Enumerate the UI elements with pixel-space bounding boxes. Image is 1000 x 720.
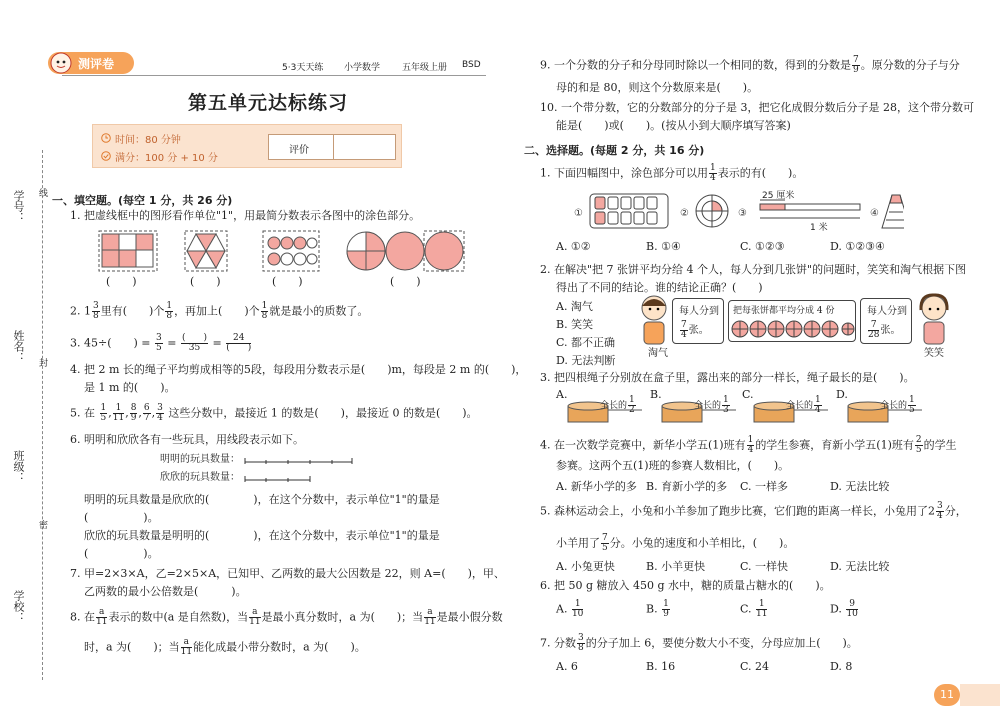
fraction-3-4: $\frac{3}{4}$ xyxy=(937,501,943,521)
c3-label-d xyxy=(880,396,917,415)
fraction-7-28: $\frac{7}{28}$ xyxy=(868,320,880,340)
q2-part-d: 就是最小的质数了。 xyxy=(269,304,369,318)
svg-text:②: ② xyxy=(680,208,689,219)
class-label: 班级： xyxy=(12,450,25,483)
c7-text xyxy=(540,634,858,653)
header-rule xyxy=(62,75,486,76)
svg-text:④: ④ xyxy=(870,208,879,219)
c3-label-c xyxy=(786,396,823,415)
c3-label-b xyxy=(694,396,731,415)
c1-option-b[interactable]: B. ①④ xyxy=(646,240,681,253)
c1-part-b: 表示的有( )。 xyxy=(717,166,804,180)
c1-option-c[interactable]: C. ①②③ xyxy=(740,240,785,253)
q9-part-b: 。原分数的分子与分 xyxy=(860,58,960,72)
xiaoxiao-speech-bubble xyxy=(860,298,912,344)
taoqi-name: 淘气 xyxy=(648,348,668,359)
student-number-label: 学号： xyxy=(12,190,25,223)
header-edition: BSD xyxy=(462,60,481,70)
c2-line2: 得出了不同的结论。谁的结论正确？( ) xyxy=(556,281,763,294)
taoqi-speech-bubble xyxy=(672,298,724,344)
xiaoxiao-character-icon xyxy=(914,292,954,352)
q3-part-c: = xyxy=(212,336,222,350)
q6-ming-label: 明明的玩具数量： xyxy=(160,454,240,465)
c1-bar-top-label: 25 厘米 xyxy=(762,191,795,201)
q8-part-c: 是最小真分数时，a 为( )；当 xyxy=(261,610,424,624)
c3-rope-text: 全长的 xyxy=(600,401,628,411)
section1-heading: 一、填空题。(每空 1 分，共 26 分) xyxy=(52,194,233,207)
binding-line-mark: 线 xyxy=(37,188,47,197)
fraction-a-11: $\frac{a}{11}$ xyxy=(180,637,193,657)
fraction-1-8: $\frac{1}{8}$ xyxy=(261,301,268,321)
evaluation-divider xyxy=(333,135,334,159)
fraction-a-11: $\frac{a}{11}$ xyxy=(249,607,261,627)
q1-text: 1. 把虚线框中的图形看作单位"1"，用最简分数表示各图中的涂色部分。 xyxy=(70,209,421,222)
c1-option-a[interactable]: A. ①② xyxy=(556,240,591,253)
c5-line1 xyxy=(540,502,967,521)
fraction-2-5: $\frac{2}{5}$ xyxy=(915,435,922,455)
c2-option-d[interactable]: D. 无法判断 xyxy=(556,354,616,367)
fraction-1-10: $\frac{1}{10}$ xyxy=(571,599,584,619)
q1-figure-circles xyxy=(262,230,320,272)
q2-part-c: ，再加上( )个 xyxy=(174,304,260,318)
c3-option-a[interactable]: A. xyxy=(556,388,568,401)
c5-option-d[interactable]: D. 无法比较 xyxy=(830,560,890,573)
q1-answer-3[interactable]: ( ) xyxy=(272,275,303,288)
taoqi-speech-unit: 张。 xyxy=(688,325,709,336)
fraction-1-4: $\frac{1}{4}$ xyxy=(710,163,716,183)
c4-part-c: 的学生 xyxy=(923,438,957,452)
c1-bar-bottom-label: 1 米 xyxy=(810,223,828,233)
c4-line1 xyxy=(540,436,957,455)
c6-option-c[interactable] xyxy=(740,600,768,619)
c6-text: 6. 把 50 g 糖放入 450 g 水中，糖的质量占糖水的( )。 xyxy=(540,579,831,592)
c5-part-b: 分， xyxy=(944,504,967,518)
q1-figure-rectangle xyxy=(98,230,158,272)
q9-line2: 母的和是 80，则这个分数原来是( )。 xyxy=(556,81,759,94)
c4-option-d[interactable]: D. 无法比较 xyxy=(830,480,890,493)
fraction-a-11: $\frac{a}{11}$ xyxy=(96,607,108,627)
q7-line2: 乙两数的最小公倍数是( )。 xyxy=(84,585,247,598)
q6-xin-label: 欣欣的玩具数量： xyxy=(160,472,240,483)
q4-line1: 4. 把 2 m 长的绳子平均剪成相等的5段，每段用分数表示是( )m，每段是 2 m 的( )， xyxy=(70,363,527,376)
section2-heading: 二、选择题。(每题 2 分，共 16 分) xyxy=(524,144,705,157)
fraction-1-5: $\frac{1}{5}$ xyxy=(100,403,107,423)
c4-option-b[interactable]: B. 育新小学的多 xyxy=(646,480,728,493)
q9-part-a: 9. 一个分数的分子和分母同时除以一个相同的数，得到的分数是 xyxy=(540,58,851,72)
fraction-1-11: $\frac{1}{11}$ xyxy=(112,403,125,423)
fraction-7-4: $\frac{7}{4}$ xyxy=(681,320,687,340)
binding-seal-mark: 封 xyxy=(37,358,47,367)
q9-line1 xyxy=(540,56,960,75)
fraction-a-11: $\frac{a}{11}$ xyxy=(424,607,436,627)
q1-figure-pies xyxy=(346,230,466,272)
c6-option-a[interactable] xyxy=(556,600,584,619)
c7-option-d[interactable]: D. 8 xyxy=(830,660,853,673)
evaluation-label: 评价 xyxy=(289,145,309,156)
q6-xin-segment xyxy=(244,474,354,484)
q8-line1 xyxy=(70,608,503,627)
fraction-7-5: $\frac{7}{5}$ xyxy=(602,533,608,553)
xiaoxiao-speech-line2 xyxy=(867,321,900,340)
school-label: 学校： xyxy=(12,590,25,623)
fraction-3-4: $\frac{3}{4}$ xyxy=(157,403,163,423)
fraction-8-9: $\frac{8}{9}$ xyxy=(130,403,137,423)
q8-part-b: 表示的数中(a 是自然数)，当 xyxy=(108,610,249,624)
fraction-6-7: $\frac{6}{7}$ xyxy=(143,403,150,423)
binding-dashed-line xyxy=(42,150,43,680)
q8-part-f: 能化成最小带分数时，a 为( )。 xyxy=(193,640,366,654)
page-number: 11 xyxy=(934,684,960,706)
c4-line2: 参赛。这两个五(1)班的参赛人数相比，( )。 xyxy=(556,459,790,472)
q6-text: 6. 明明和欣欣各有一些玩具，用线段表示如下。 xyxy=(70,433,304,446)
c6-option-d-letter: D. xyxy=(830,602,842,616)
q5-text: 5. 在 $\frac{1}{5}$ , $\frac{1}{11}$ , $\frac{8}{9}$ , $\frac{6}{7}$ , $\frac{3}{4}$ 这些分数中，最接近 1 的数是( )，最接近 0 的数是( )。 xyxy=(70,403,478,423)
fraction-7-9: $\frac{7}{9}$ xyxy=(853,55,859,75)
c3-rope-text: 全长的 xyxy=(880,401,908,411)
c2-option-c[interactable]: C. 都不正确 xyxy=(556,336,616,349)
c7-option-b[interactable]: B. 16 xyxy=(646,660,676,673)
q10-line1: 10. 一个带分数，它的分数部分的分子是 3，把它化成假分数后分子是 28，这个带分数可 xyxy=(540,101,974,114)
taoqi-speech-line1: 每人分到 xyxy=(679,306,719,317)
q1-answer-1[interactable]: ( ) xyxy=(106,275,137,288)
c5-line2 xyxy=(556,534,794,553)
xiaoxiao-name: 笑笑 xyxy=(924,348,944,359)
q8-part-a: 8. 在 xyxy=(70,610,95,624)
fraction-1-4: $\frac{1}{4}$ xyxy=(747,435,754,455)
q5-part-a: 5. 在 xyxy=(70,406,95,420)
q8-part-d: 是最小假分数 xyxy=(436,610,503,624)
q2-text xyxy=(70,302,368,321)
pancakes-figure xyxy=(731,318,855,340)
c6-option-b-letter: B. xyxy=(646,602,658,616)
c4-part-b: 的学生参赛，育新小学五(1)班有 xyxy=(755,438,914,452)
q1-answer-2[interactable]: ( ) xyxy=(190,275,221,288)
header-tab xyxy=(48,52,134,74)
q3-text xyxy=(70,334,252,353)
c3-option-c[interactable]: C. xyxy=(742,388,754,401)
c7-part-b: 的分子加上 6，要使分数大小不变，分母应加上( )。 xyxy=(585,636,858,650)
c3-label-a xyxy=(600,396,637,415)
c3-text: 3. 把四根绳子分别放在盒子里，露出来的部分一样长，绳子最长的是( )。 xyxy=(540,371,915,384)
q5-part-b: 这些分数中，最接近 1 的数是( )，最接近 0 的数是( )。 xyxy=(168,406,478,420)
q6-line-d: ( )。 xyxy=(84,547,159,560)
q4-line2: 是 1 m 的( )。 xyxy=(84,381,176,394)
c5-part-a: 5. 森林运动会上，小兔和小羊参加了跑步比赛，它们跑的距离一样长，小兔用了2 xyxy=(540,504,935,518)
c5-part-d: 分。小兔的速度和小羊相比，( )。 xyxy=(609,536,795,550)
q8-part-e: 时，a 为( )；当 xyxy=(84,640,180,654)
q8-line2 xyxy=(84,638,366,657)
xiaoxiao-speech-line1: 每人分到 xyxy=(867,306,907,317)
q3-part-b: = xyxy=(167,336,177,350)
c4-option-c[interactable]: C. 一样多 xyxy=(740,480,789,493)
c5-option-a[interactable]: A. 小兔更快 xyxy=(556,560,615,573)
c3-rope-text: 全长的 xyxy=(694,401,722,411)
q6-ming-segment xyxy=(244,456,354,466)
pancake-panel-caption: 把每张饼都平均分成 4 份 xyxy=(733,306,835,316)
fraction-1-11: $\frac{1}{11}$ xyxy=(756,599,768,619)
c4-part-a: 4. 在一次数学竞赛中，新华小学五(1)班有 xyxy=(540,438,746,452)
fraction-3-5: $\frac{3}{5}$ xyxy=(156,333,162,353)
fraction-blank-35[interactable]: $\frac{( )}{35}$ xyxy=(181,333,207,353)
fraction-1-8: $\frac{1}{8}$ xyxy=(166,301,173,321)
q6-line-a: 明明的玩具数量是欣欣的( )，在这个分数中，表示单位"1"的量是 xyxy=(84,493,440,506)
clock-icon xyxy=(101,133,111,143)
name-label: 姓名： xyxy=(12,330,25,363)
c6-option-c-letter: C. xyxy=(740,602,752,616)
fraction-9-10: $\frac{9}{10}$ xyxy=(846,599,858,619)
fraction-3-8: $\frac{3}{8}$ xyxy=(578,633,584,653)
c5-part-c: 小羊用了 xyxy=(556,536,600,550)
c2-option-b[interactable]: B. 笑笑 xyxy=(556,318,594,331)
q2-part-b: 里有( )个 xyxy=(100,304,165,318)
q1-figure-hexagon xyxy=(184,230,228,272)
taoqi-character-icon xyxy=(634,292,674,352)
binding-secret-mark: 密 xyxy=(37,520,47,529)
xiaoxiao-speech-unit: 张。 xyxy=(880,325,901,336)
c1-figures xyxy=(574,192,904,232)
fraction-24-blank[interactable]: $\frac{24}{( )}$ xyxy=(226,333,252,353)
svg-text:①: ① xyxy=(574,208,583,219)
c4-option-a[interactable]: A. 新华小学的多 xyxy=(556,480,637,493)
c1-part-a: 1. 下面四幅图中，涂色部分可以用 xyxy=(540,166,708,180)
page-title: 第五单元达标练习 xyxy=(188,92,349,114)
c3-option-d[interactable]: D. xyxy=(836,388,848,401)
c3-option-b[interactable]: B. xyxy=(650,388,662,401)
header-subject: 小学数学 xyxy=(344,63,381,73)
q10-line2: 能是( )或( )。(按从小到大顺序填写答案) xyxy=(556,119,791,132)
c5-option-c[interactable]: C. 一样快 xyxy=(740,560,789,573)
q2-part-a: 2. 1 xyxy=(70,304,91,318)
taoqi-speech-line2 xyxy=(679,321,709,340)
header-series: 5·3天天练 xyxy=(282,63,324,73)
c1-option-d[interactable]: D. ①②③④ xyxy=(830,240,885,253)
c6-option-a-letter: A. xyxy=(556,602,568,616)
c7-option-c[interactable]: C. 24 xyxy=(740,660,770,673)
fraction-1-9: $\frac{1}{9}$ xyxy=(663,599,669,619)
c2-line1: 2. 在解决"把 7 张饼平均分给 4 个人，每人分到几张饼"的问题时，笑笑和淘气根据下图 xyxy=(540,263,967,276)
q7-line1: 7. 甲=2×3×A，乙=2×5×A，已知甲、乙两数的最大公因数是 22，则 A=( )，甲、 xyxy=(70,567,505,580)
c7-option-a[interactable]: A. 6 xyxy=(556,660,578,673)
pancake-panel xyxy=(728,300,856,342)
check-icon xyxy=(101,151,111,161)
fraction-1-3: $\frac{1}{3}$ xyxy=(723,395,729,415)
q6-line-b: ( )。 xyxy=(84,511,159,524)
fraction-1-2: $\frac{1}{2}$ xyxy=(629,395,635,415)
fraction-1-4: $\frac{1}{4}$ xyxy=(815,395,821,415)
c2-option-a[interactable]: A. 淘气 xyxy=(556,300,593,313)
page-corner-decoration xyxy=(960,684,1000,706)
c1-text xyxy=(540,164,803,183)
mascot-icon xyxy=(50,52,72,74)
c7-part-a: 7. 分数 xyxy=(540,636,576,650)
c3-rope-text: 全长的 xyxy=(786,401,814,411)
q3-part-a: 3. 45÷( ) = xyxy=(70,336,151,350)
time-limit: 时间：80 分钟 xyxy=(115,135,181,146)
q1-answer-4[interactable]: ( ) xyxy=(390,275,421,288)
svg-text:③: ③ xyxy=(738,208,747,219)
q6-line-c: 欣欣的玩具数量是明明的( )，在这个分数中，表示单位"1"的量是 xyxy=(84,529,440,542)
c6-option-b[interactable] xyxy=(646,600,671,619)
c6-option-d[interactable] xyxy=(830,600,859,619)
fraction-3-8: $\frac{3}{8}$ xyxy=(93,301,99,321)
fraction-1-5: $\frac{1}{5}$ xyxy=(909,395,915,415)
evaluation-box xyxy=(268,134,396,160)
full-score: 满分：100 分 + 10 分 xyxy=(115,153,218,164)
header-tab-label: 测评卷 xyxy=(78,57,115,71)
header-grade: 五年级上册 xyxy=(402,63,448,73)
c5-option-b[interactable]: B. 小羊更快 xyxy=(646,560,706,573)
